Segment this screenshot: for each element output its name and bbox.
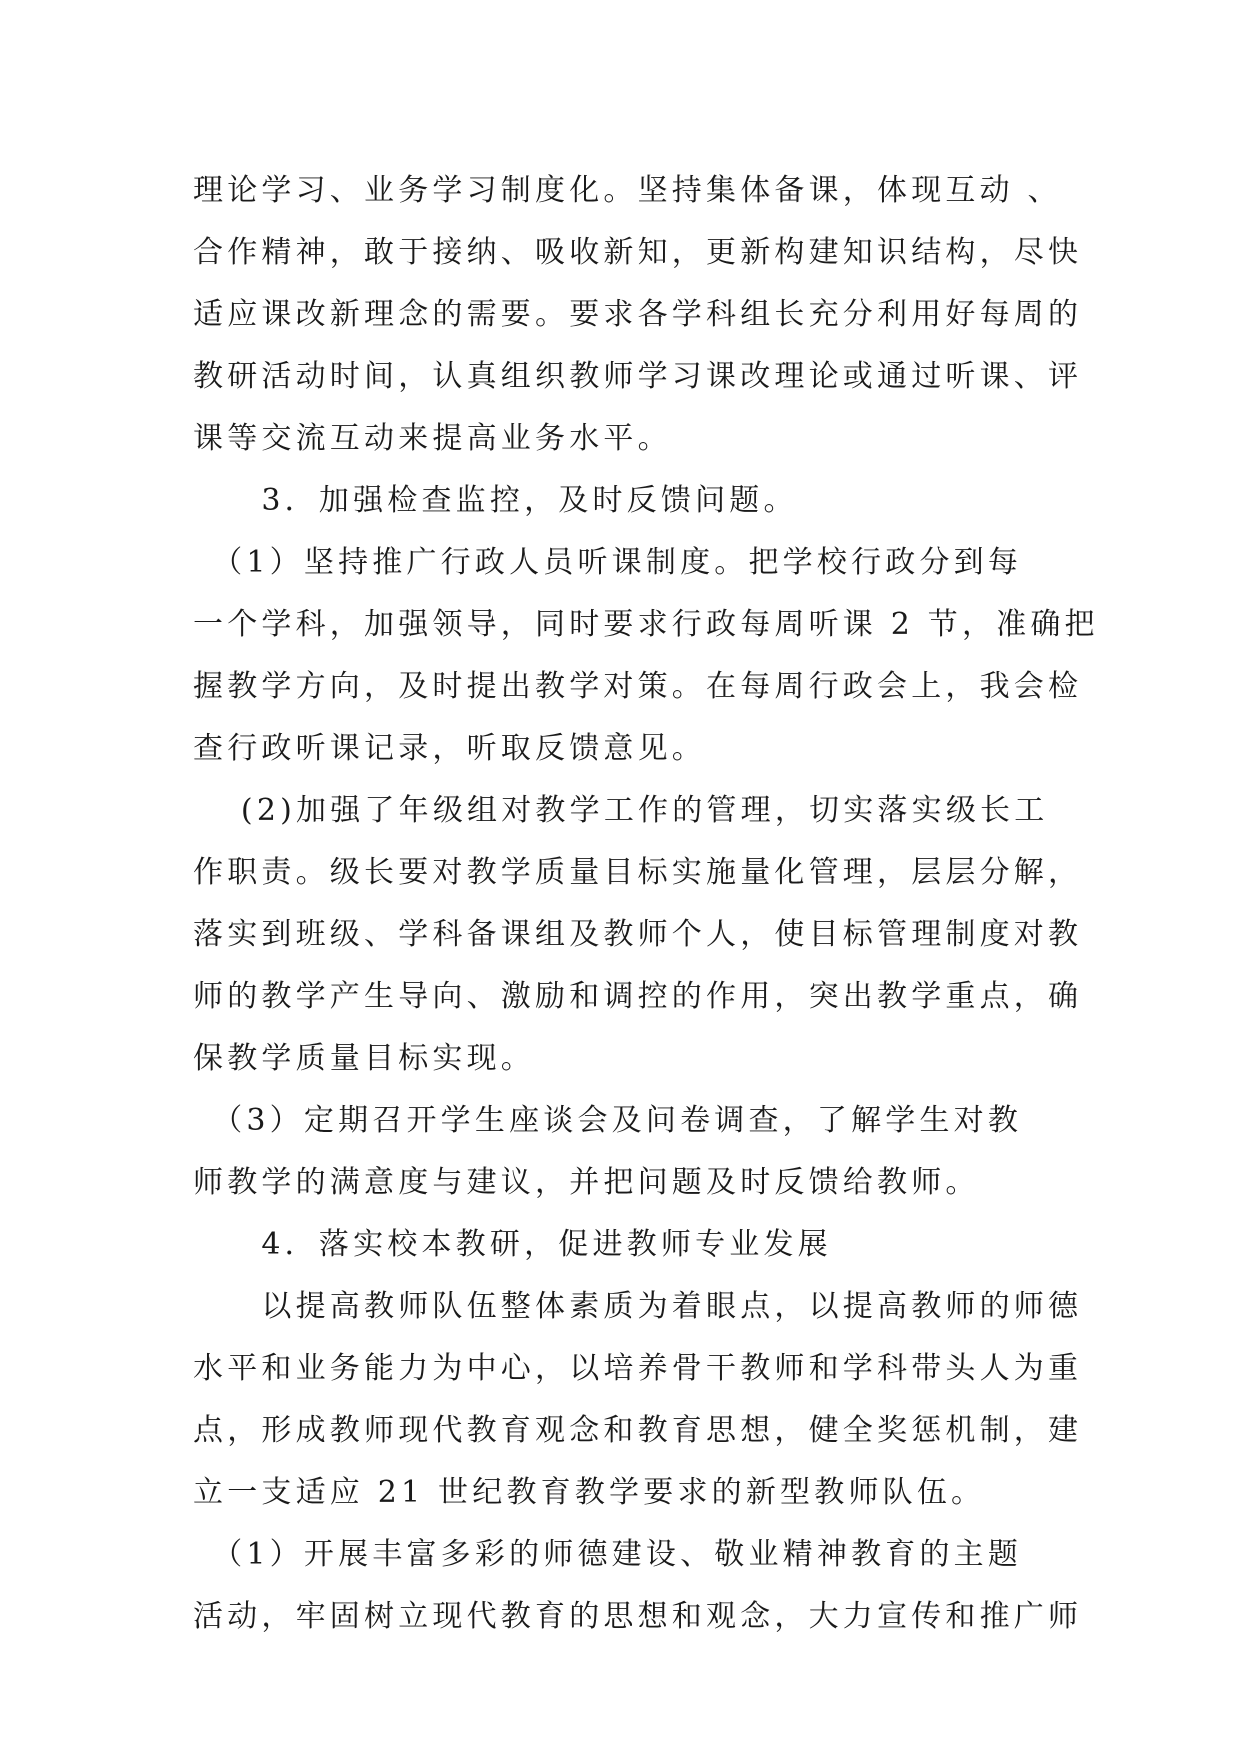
text-line: 点，形成教师现代教育观念和教育思想，健全奖惩机制，建 [193, 1413, 1083, 1448]
text-line: 一个学科，加强领导，同时要求行政每周听课 2 节，准确把 [193, 607, 1099, 642]
text-line: 立一支适应 21 世纪教育教学要求的新型教师队伍。 [193, 1475, 986, 1510]
text-line: 教研活动时间，认真组织教师学习课改理论或通过听课、评 [193, 359, 1083, 394]
text-line: 以提高教师队伍整体素质为着眼点，以提高教师的师德 [193, 1289, 1083, 1324]
text-line: (2)加强了年级组对教学工作的管理，切实落实级长工 [193, 793, 1049, 828]
document-body [193, 160, 1099, 1648]
text-line: 查行政听课记录，听取反馈意见。 [193, 731, 706, 766]
text-line: （1）坚持推广行政人员听课制度。把学校行政分到每 [193, 545, 1023, 580]
text-line: 适应课改新理念的需要。要求各学科组长充分利用好每周的 [193, 297, 1083, 332]
text-line: 水平和业务能力为中心，以培养骨干教师和学科带头人为重 [193, 1351, 1083, 1386]
text-line: 师教学的满意度与建议，并把问题及时反馈给教师。 [193, 1165, 980, 1200]
text-line: （1）开展丰富多彩的师德建设、敬业精神教育的主题 [193, 1537, 1023, 1572]
text-line: （3）定期召开学生座谈会及问卷调查，了解学生对教 [193, 1103, 1023, 1138]
text-line: 保教学质量目标实现。 [193, 1041, 535, 1076]
text-line: 作职责。级长要对教学质量目标实施量化管理，层层分解， [193, 855, 1083, 890]
text-line: 落实到班级、学科备课组及教师个人，使目标管理制度对教 [193, 917, 1083, 952]
text-line: 活动，牢固树立现代教育的思想和观念，大力宣传和推广师 [193, 1599, 1083, 1634]
section-heading: 3．加强检查监控，及时反馈问题。 [193, 483, 798, 518]
text-line: 理论学习、业务学习制度化。坚持集体备课，体现互动 、 [193, 173, 1062, 208]
text-line: 师的教学产生导向、激励和调控的作用，突出教学重点，确 [193, 979, 1083, 1014]
section-heading: 4．落实校本教研，促进教师专业发展 [193, 1227, 832, 1262]
text-line: 课等交流互动来提高业务水平。 [193, 421, 672, 456]
text-line: 合作精神，敢于接纳、吸收新知，更新构建知识结构，尽快 [193, 235, 1083, 270]
text-line: 握教学方向，及时提出教学对策。在每周行政会上，我会检 [193, 669, 1083, 704]
